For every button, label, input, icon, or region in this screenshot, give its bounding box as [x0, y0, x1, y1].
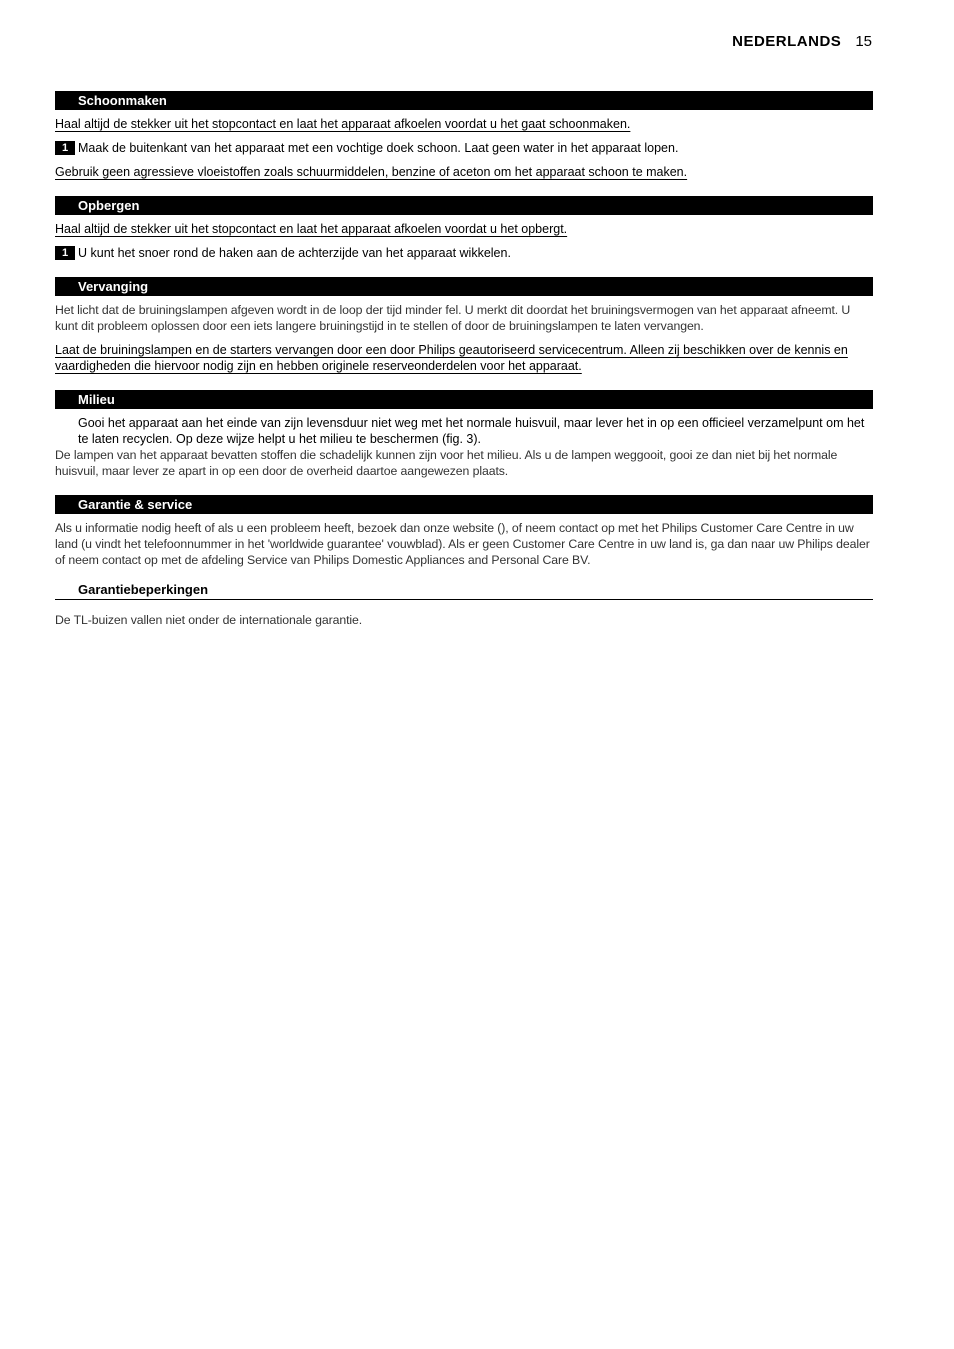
section-heading-guarantee: Garantie & service: [55, 495, 873, 514]
section-heading-replacement: Vervanging: [55, 277, 873, 296]
section-heading-storage: Opbergen: [55, 196, 873, 215]
cleaning-step: [55, 140, 873, 156]
page-header: [732, 33, 872, 50]
step-number: 1: [55, 141, 75, 155]
language-label: NEDERLANDS: [732, 33, 842, 50]
replacement-text: Het licht dat de bruiningslampen afgeven wordt in de loop der tijd minder fel. U merkt dit doordat het bruiningsvermogen van het apparaat afneemt. U kunt dit probleem oplossen door een iets langere bruiningstijd in te stellen of door de bruiningslampen te laten vervangen.: [55, 303, 851, 333]
cleaning-warning: Haal altijd de stekker uit het stopcontact en laat het apparaat afkoelen voordat u het gaat schoonmaken.: [55, 117, 631, 131]
guarantee-text: Als u informatie nodig heeft of als u een probleem heeft, bezoek dan onze website (), of neem contact op met het Philips Customer Care Centre in uw land (u vindt het telefoonnummer in het 'worldwide guarantee' vouwblad). Als er geen Customer Care Centre in uw land is, ga dan naar uw Philips dealer of neem contact op met de afdeling Service van Philips Domestic Appliances and Personal Care BV.: [55, 521, 870, 567]
section-heading-environment: Milieu: [55, 390, 873, 409]
manual-content: [55, 91, 873, 636]
environment-lamps-text: De lampen van het apparaat bevatten stoffen die schadelijk kunnen zijn voor het milieu. Als u de lampen weggooit, gooi ze dan niet bij het normale huisvuil, maar lever ze apart in op een door de overheid daartoe aangewezen plaats.: [55, 448, 838, 478]
replacement-warning: Laat de bruiningslampen en de starters vervangen door een door Philips geautoriseerd servicecentrum. Alleen zij beschikken over de kennis en vaardigheden die hiervoor nodig zijn en hebben originele reserveonderdelen voor het apparaat.: [55, 343, 848, 373]
storage-step: [55, 245, 873, 261]
environment-instruction: Gooi het apparaat aan het einde van zijn levensduur niet weg met het normale huisvuil, maar lever het in op een officieel verzamelpunt om het te laten recyclen. Op deze wijze helpt u het milieu te beschermen (fig. 3).: [78, 416, 865, 446]
step-text: U kunt het snoer rond de haken aan de achterzijde van het apparaat wikkelen.: [78, 246, 511, 260]
page-number: 15: [855, 33, 872, 50]
step-number: 1: [55, 246, 75, 260]
subsection-heading-guarantee-limitations: Garantiebeperkingen: [55, 582, 873, 600]
guarantee-limitations-text: De TL-buizen vallen niet onder de internationale garantie.: [55, 613, 363, 627]
step-text: Maak de buitenkant van het apparaat met een vochtige doek schoon. Laat geen water in het apparaat lopen.: [78, 141, 679, 155]
cleaning-caution: Gebruik geen agressieve vloeistoffen zoals schuurmiddelen, benzine of aceton om het apparaat schoon te maken.: [55, 165, 688, 179]
section-heading-cleaning: Schoonmaken: [55, 91, 873, 110]
storage-warning: Haal altijd de stekker uit het stopcontact en laat het apparaat afkoelen voordat u het opbergt.: [55, 222, 568, 236]
